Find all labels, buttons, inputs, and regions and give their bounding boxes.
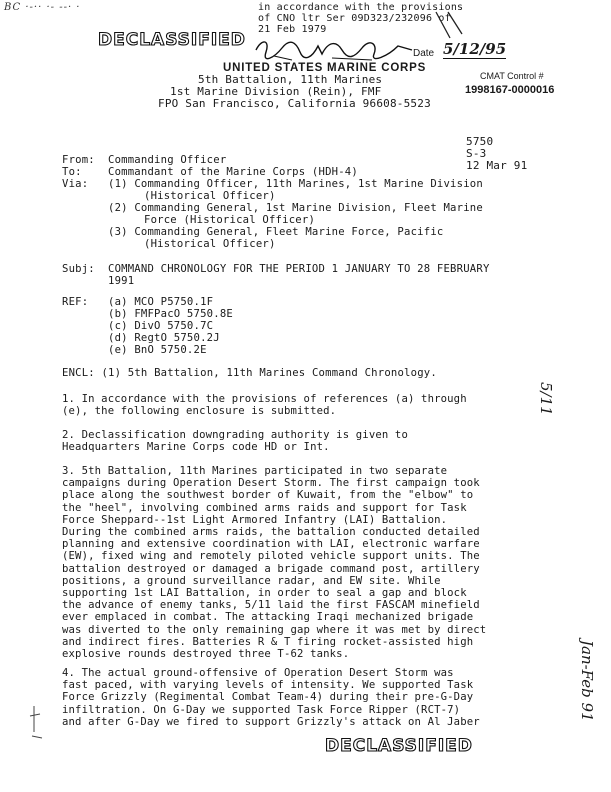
p2-line: Headquarters Marine Corps code HD or Int. [62, 441, 330, 454]
p4-line: Force Grizzly (Regimental Combat Team-4) during their pre-G-Day [62, 691, 474, 704]
enclosure-line: ENCL: (1) 5th Battalion, 11th Marines Command Chronology. [62, 367, 437, 379]
letterhead-division: 1st Marine Division (Rein), FMF [170, 85, 382, 98]
p3-line: ever emplaced in combat. The attacking Iraqi mechanized brigade [62, 611, 474, 624]
subject-block [62, 263, 490, 287]
paragraph-3 [62, 465, 486, 660]
declassified-stamp-bottom: DECLASSIFIED [325, 736, 473, 756]
margin-note-date: Jan-Feb 91 [578, 640, 596, 722]
p2-line: 2. Declassification downgrading authority is given to [62, 429, 408, 441]
corner-mark [428, 10, 468, 44]
subject-label: Subj: [62, 263, 95, 275]
p3-line: battalion destroyed or damaged a brigade command post, artillery [62, 562, 480, 575]
ref-c-key: (c) [108, 320, 128, 332]
ref-e-key: (e) [108, 344, 128, 356]
ssic-office: S-3 [466, 147, 487, 160]
ref-a-key: (a) [108, 296, 128, 308]
p3-line: place along the southwest border of Kuwait, from the "elbow" to [62, 489, 474, 502]
subject-line2: 1991 [108, 275, 135, 287]
routing-block [62, 154, 483, 250]
p3-line: 3. 5th Battalion, 11th Marines participated in two separate [62, 465, 448, 477]
cmat-control-number: 1998167-0000016 [465, 84, 555, 96]
via-line-1 [62, 178, 483, 190]
from-line [62, 154, 483, 166]
p1-line: 1. In accordance with the provisions of references (a) through [62, 393, 467, 405]
ssic-code: 5750 [466, 135, 494, 148]
to-label: To: [62, 166, 82, 178]
margin-note-fraction: 5/11 [537, 382, 555, 416]
via-2-line1: Commanding General, 1st Marine Division, Fleet Marine [134, 202, 483, 214]
ref-c-text: DivO 5750.7C [134, 320, 214, 332]
via-1-line1: Commanding Officer, 11th Marines, 1st Marine Division [134, 178, 483, 190]
via-line-3 [62, 226, 483, 238]
scan-mark-left [28, 702, 48, 742]
p4-line: and after G-Day we fired to support Grizzly's attack on Al Jaber [62, 715, 480, 728]
ref-b-key: (b) [108, 308, 128, 320]
paragraph-1 [62, 393, 467, 417]
via-line-2 [62, 202, 483, 214]
to-value: Commandant of the Marine Corps (HDH-4) [108, 166, 358, 178]
via-label: Via: [62, 178, 89, 190]
via-line-1b [62, 190, 483, 202]
declass-note-line3: 21 Feb 1979 [258, 24, 327, 35]
letterhead-unit: 5th Battalion, 11th Marines [198, 73, 383, 86]
p3-line: During the combined arms raids, the battalion conducted detailed [62, 526, 480, 539]
p4-line: fast paced, with varying levels of intensity. We supported Task [62, 679, 474, 692]
p3-line: supporting 1st LAI Battalion, in order to seal a gap and block [62, 587, 467, 600]
p3-line: explosive rounds destroyed three T-62 tanks. [62, 648, 350, 661]
p3-line: and indirect fires. Batteries R & T firing rocket-assisted high [62, 635, 474, 648]
declass-note-line2: of CNO ltr Ser 09D323/232096 of [258, 13, 451, 24]
declass-date: 5/12/95 [443, 40, 507, 58]
via-2-num: (2) [108, 202, 128, 214]
p3-line: the "heel", involving combined arms raids and support for Task [62, 501, 467, 514]
from-label: From: [62, 154, 95, 166]
via-line-3b [62, 238, 483, 250]
via-3-line2: (Historical Officer) [144, 238, 276, 250]
letterhead-address: FPO San Francisco, California 96608-5523 [158, 97, 431, 110]
to-line [62, 166, 483, 178]
via-3-line1: Commanding General, Fleet Marine Force, Pacific [134, 226, 444, 238]
letterhead-org: UNITED STATES MARINE CORPS [223, 62, 427, 74]
subject-line1: COMMAND CHRONOLOGY FOR THE PERIOD 1 JANUARY TO 28 FEBRUARY [108, 263, 490, 275]
p3-line: positions, a ground surveillance radar, and EW site. While [62, 574, 441, 587]
p4-line: 4. The actual ground-offensive of Operation Desert Storm was [62, 667, 454, 679]
p3-line: Force Sheppard--1st Light Armored Infantry (LAI) Battalion. [62, 513, 448, 526]
paragraph-2 [62, 429, 408, 453]
ref-e-text: BnO 5750.2E [134, 344, 207, 356]
references-block [62, 296, 233, 356]
ref-label: REF: [62, 296, 89, 308]
p3-line: was diverted to the only remaining gap where it was met by direct [62, 623, 487, 636]
via-1-line2: (Historical Officer) [144, 190, 276, 202]
p1-line: (e), the following enclosure is submitted. [62, 405, 337, 418]
p3-line: campaigns during Operation Desert Storm. The first campaign took [62, 477, 480, 490]
via-line-2b [62, 214, 483, 226]
ref-b-text: FMFPacO 5750.8E [134, 308, 233, 320]
cmat-control-label: CMAT Control # [480, 71, 544, 81]
top-scribble: BC ·-·· ·- --· · [4, 2, 81, 13]
p3-line: planning and extensive coordination with LAI, electronic warfare [62, 538, 480, 551]
ref-a-text: MCO P5750.1F [134, 296, 214, 308]
ssic-date: 12 Mar 91 [466, 159, 528, 172]
via-1-num: (1) [108, 178, 128, 190]
declass-note-line1: in accordance with the provisions [258, 2, 464, 13]
p3-line: the advance of enemy tanks, 5/11 laid the first FASCAM minefield [62, 599, 480, 612]
date-label: Date [413, 48, 435, 59]
ref-d-text: RegtO 5750.2J [134, 332, 220, 344]
via-2-line2: Force (Historical Officer) [144, 214, 316, 226]
via-3-num: (3) [108, 226, 128, 238]
declassified-stamp-top: DECLASSIFIED [98, 30, 246, 50]
ref-d-key: (d) [108, 332, 128, 344]
p4-line: infiltration. On G-Day we supported Task Force Ripper (RCT-7) [62, 703, 461, 716]
paragraph-4 [62, 667, 480, 728]
from-value: Commanding Officer [108, 154, 227, 166]
p3-line: (EW), fixed wing and remotely piloted vehicle support units. The [62, 550, 480, 563]
